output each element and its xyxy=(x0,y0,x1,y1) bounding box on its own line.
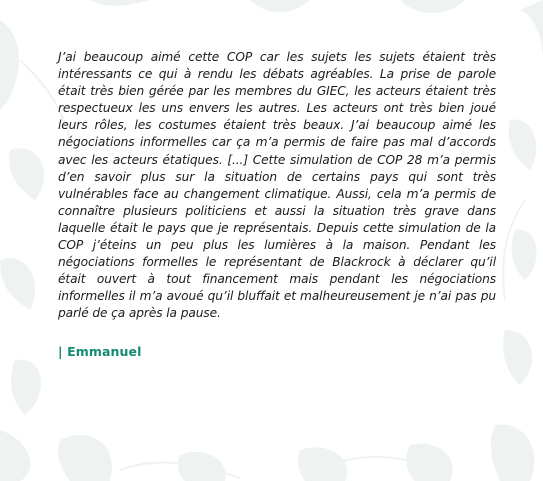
testimonial xyxy=(58,49,496,359)
testimonial-quote: J’ai beaucoup aimé cette COP car les sujets les sujets étaient très intéressants ce qui à rendu les débats agréables. La prise de parole était très bien gérée par les membres du GIEC, les acteurs étaient très respectueux les uns envers les autres. Les acteurs ont très bien joué leurs rôles, les costumes étaient très beaux. J’ai beaucoup aimé les négociations informelles car ça m’a permis de faire pas mal d’accords avec les acteurs étatiques. [...] Cette simulation de COP 28 m’a permis d’en savoir plus sur la situation de certains pays qui sont très vulnérables face au changement climatique. Aussi, cela m’a permis de connaître plusieurs politiciens et aussi la situation très grave dans laquelle était le pays que je représentais. Depuis cette simulation de la COP j’éteins un peu plus les lumières à la maison. Pendant les négociations formelles le représentant de Blackrock à déclarer qu’il était ouvert à tout financement mais pendant les négociations informelles il m’a avoué qu’il bluffait et malheureusement je n’ai pas pu parlé de ça après la pause. xyxy=(58,50,496,321)
testimonial-author: | Emmanuel xyxy=(58,343,142,359)
